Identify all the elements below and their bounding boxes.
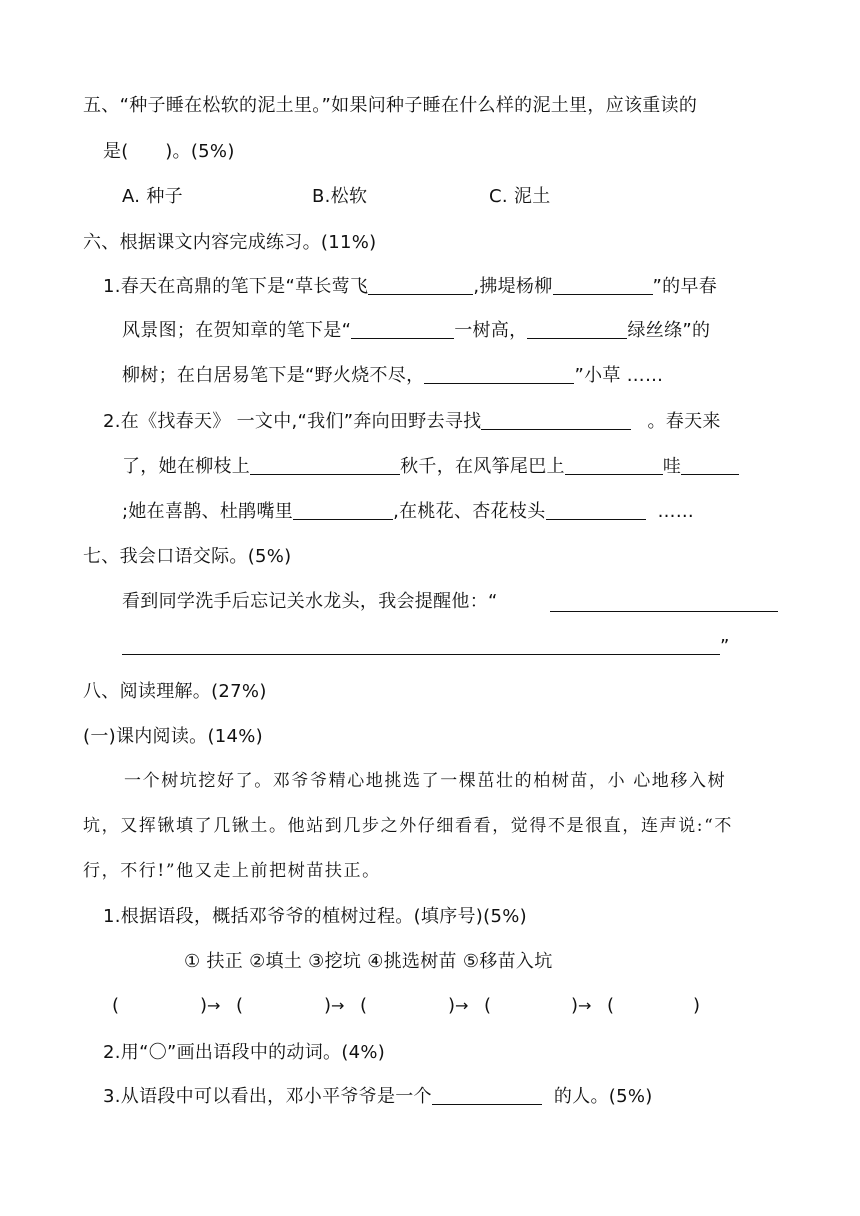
answer-blank[interactable]: [546, 499, 646, 520]
answer-blank[interactable]: [351, 318, 454, 339]
q6-p1-text-d: 风景图；在贺知章的笔下是“: [122, 320, 352, 341]
passage-line: 坑，又挥锹填了几锹土。他站到几步之外仔细看看，觉得不是很直，连声说:“不: [83, 816, 734, 836]
q6-p1-text-a: 1.春天在高鼎的笔下是“草长莺飞: [103, 276, 369, 297]
q6-p2-line2: [122, 454, 739, 480]
answer-blank[interactable]: [424, 363, 574, 384]
q8-subtitle: (一)课内阅读。(14%): [83, 726, 263, 747]
answer-paren-close: ): [324, 995, 332, 1016]
q8-question3-text-a: 3.从语段中可以看出，邓小平爷爷是一个: [103, 1086, 432, 1107]
answer-line[interactable]: [122, 654, 720, 655]
q8-question1-options: ① 扶正 ②填土 ③挖坑 ④挑选树苗 ⑤移苗入坑: [184, 951, 553, 972]
arrow-icon: →: [207, 996, 221, 1015]
arrow-icon: →: [578, 996, 592, 1015]
q6-p2-line3: [122, 499, 694, 525]
answer-blank[interactable]: [368, 274, 473, 295]
q8-question2: 2.用“〇”画出语段中的动词。(4%): [103, 1042, 386, 1063]
answer-blank[interactable]: [565, 454, 663, 475]
q7-close-quote: ”: [720, 636, 730, 657]
q6-p2-text-c: 了，她在柳枝上: [122, 456, 251, 477]
q6-p1-text-e: 一树高，: [454, 320, 528, 341]
q6-p1-text-c: ”的早春: [652, 276, 718, 297]
q5-option-b[interactable]: B.松软: [312, 186, 368, 207]
q5-option-a[interactable]: A. 种子: [122, 186, 183, 207]
q6-p1-text-g: 柳树；在白居易笔下是“野火烧不尽，: [122, 365, 425, 386]
q5-line2: 是( )。(5%): [103, 141, 235, 162]
q6-p2-text-g: ,在桃花、杏花枝头: [393, 501, 546, 522]
answer-blank[interactable]: [481, 409, 631, 430]
q6-p2-text-d: 秋千，在风筝尾巴上: [400, 456, 565, 477]
q8-question3-text-b: 的人。(5%): [547, 1086, 653, 1107]
q7-prompt: 看到同学洗手后忘记关水龙头，我会提醒他：“: [122, 591, 498, 612]
q6-p1-text-h: ”小草 ……: [574, 365, 664, 386]
q6-p2-text-e: 哇: [662, 456, 682, 477]
q6-p1-line2: [122, 318, 710, 344]
arrow-icon: →: [331, 996, 345, 1015]
answer-paren-close: ): [571, 995, 579, 1016]
q6-p2-text-f: ;她在喜鹊、杜鹃嘴里: [122, 501, 294, 522]
q6-p2-line1: [103, 409, 721, 435]
q6-p2-text-h: ……: [657, 501, 695, 522]
q6-p2-text-a: 2.在《找春天》 一文中,“我们”奔向田野去寻找: [103, 411, 482, 432]
answer-paren-open: (: [484, 995, 492, 1016]
answer-paren-close: ): [693, 995, 701, 1016]
answer-blank[interactable]: [293, 499, 393, 520]
answer-paren-close: ): [448, 995, 456, 1016]
answer-blank[interactable]: [250, 454, 400, 475]
q5-option-c[interactable]: C. 泥土: [489, 186, 551, 207]
q6-p1-text-b: ,拂堤杨柳: [473, 276, 553, 297]
q8-question3: [103, 1084, 653, 1110]
q7-title: 七、我会口语交际。(5%): [83, 546, 292, 567]
q6-p2-text-b: 。春天来: [647, 411, 721, 432]
q5-line1: 五、“种子睡在松软的泥土里。”如果问种子睡在什么样的泥土里，应该重读的: [83, 95, 698, 116]
q6-p1-line3: [122, 363, 663, 389]
passage-line: 行，不行!”他又走上前把树苗扶正。: [83, 861, 381, 881]
answer-blank[interactable]: [527, 318, 627, 339]
q7-line1: [122, 589, 498, 615]
answer-blank[interactable]: [681, 454, 739, 475]
answer-paren-open: (: [607, 995, 615, 1016]
answer-blank[interactable]: [553, 274, 653, 295]
passage-line: 一个树坑挖好了。邓爷爷精心地挑选了一棵茁壮的柏树苗，小 心地移入树: [124, 771, 727, 791]
answer-paren-open: (: [112, 995, 120, 1016]
arrow-icon: →: [455, 996, 469, 1015]
q6-p1-line1: [103, 274, 717, 300]
answer-paren-open: (: [360, 995, 368, 1016]
answer-paren-open: (: [236, 995, 244, 1016]
q8-question1: 1.根据语段，概括邓爷爷的植树过程。(填序号)(5%): [103, 906, 527, 927]
q6-p1-text-f: 绿丝绦”的: [627, 320, 711, 341]
q8-title: 八、阅读理解。(27%): [83, 681, 267, 702]
q6-title: 六、根据课文内容完成练习。(11%): [83, 232, 377, 253]
answer-line[interactable]: [550, 611, 778, 612]
answer-blank[interactable]: [432, 1084, 542, 1105]
answer-paren-close: ): [200, 995, 208, 1016]
